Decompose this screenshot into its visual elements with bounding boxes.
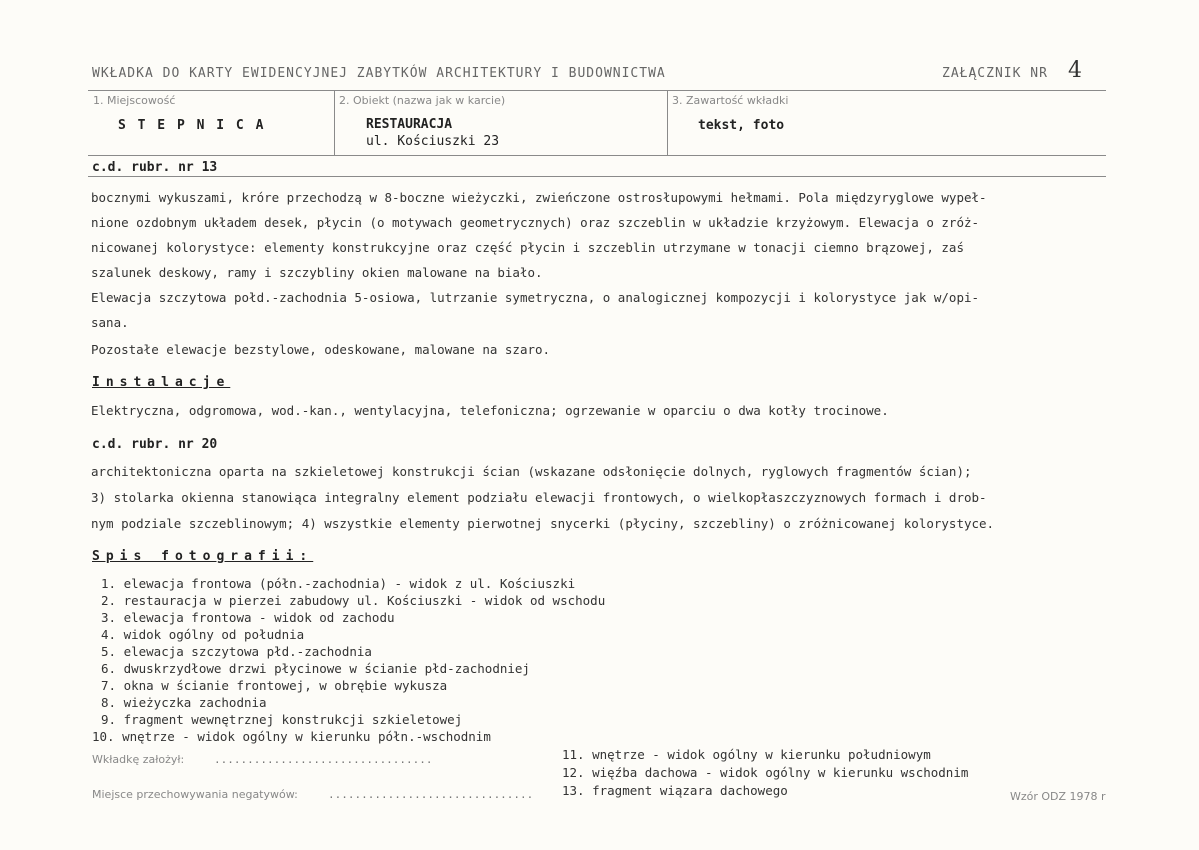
section1-line-1: bocznymi wykuszami, króre przechodzą w 8-boczne wieżyczki, zwieńczone ostrosłupowymi hełmami. Pola międzyryglowe wypeł- [91,190,987,205]
annex-number: 4 [1068,58,1082,83]
template-note: Wzór ODZ 1978 r [1010,790,1106,803]
author-dotted-line: ................................. [214,753,433,766]
content-label: 3. Zawartość wkładki [672,94,789,107]
section1-line-2: nione ozdobnym układem desek, płycin (o motywach geometrycznych) oraz szczeblin w układzie krzyżowym. Elewacja o zróż- [91,215,980,230]
field-divider-2 [667,90,668,155]
photos-heading: Spis fotografii: [92,549,314,564]
photo-item-11: 11. wnętrze - widok ogólny w kierunku południowym [562,747,931,762]
photo-item-6: 6. dwuskrzydłowe drzwi płycinowe w ścianie płd-zachodniej [101,661,530,676]
section1-heading: c.d. rubr. nr 13 [92,160,218,175]
annex-label: ZAŁĄCZNIK NR [942,66,1048,81]
section1-rule [88,176,1106,177]
section1-line-5: Elewacja szczytowa połd.-zachodnia 5-osiowa, lutrzanie symetryczna, o analogicznej kompozycji i kolorystyce jak w/opi- [91,290,980,305]
section2-line-1: architektoniczna oparta na szkieletowej konstrukcji ścian (wskazane odsłonięcie dolnych, ryglowych fragmentów ścian); [91,464,972,479]
photo-item-9: 9. fragment wewnętrznej konstrukcji szkieletowej [101,712,463,727]
author-label: Wkładkę założył: [92,753,185,766]
locality-label: 1. Miejscowość [93,94,176,107]
object-value-name: RESTAURACJA [366,117,453,132]
photo-item-12: 12. więźba dachowa - widok ogólny w kierunku wschodnim [562,765,969,780]
object-value-address: ul. Kościuszki 23 [366,134,500,149]
photo-item-8: 8. wieżyczka zachodnia [101,695,267,710]
field-divider-1 [334,90,335,155]
locality-value: S T E P N I C A [118,118,266,133]
storage-dotted-line: ............................... [328,788,534,801]
section1-line-3: nicowanej kolorystyce: elementy konstrukcyjne oraz część płycin i szczeblin utrzymane w tonacji ciemno brązowej, zaś [91,240,964,255]
photo-item-7: 7. okna w ścianie frontowej, w obrębie wykusza [101,678,448,693]
section1-line-4: szalunek deskowy, ramy i szczybliny okien malowane na biało. [91,265,543,280]
storage-label: Miejsce przechowywania negatywów: [92,788,298,801]
installations-heading: Instalacje [92,375,231,390]
content-value: tekst, foto [698,118,785,133]
header-top-rule [88,90,1106,91]
form-title: WKŁADKA DO KARTY EWIDENCYJNEJ ZABYTKÓW ARCHITEKTURY I BUDOWNICTWA [92,66,666,81]
photo-item-4: 4. widok ogólny od południa [101,627,305,642]
header-bottom-rule [88,155,1106,156]
photo-item-1: 1. elewacja frontowa (półn.-zachodnia) - widok z ul. Kościuszki [101,576,576,591]
photo-item-3: 3. elewacja frontowa - widok od zachodu [101,610,395,625]
photo-item-5: 5. elewacja szczytowa płd.-zachodnia [101,644,372,659]
section2-heading: c.d. rubr. nr 20 [92,437,218,452]
photo-item-2: 2. restauracja w pierzei zabudowy ul. Kościuszki - widok od wschodu [101,593,606,608]
installations-text: Elektryczna, odgromowa, wod.-kan., wentylacyjna, telefoniczna; ogrzewanie w oparciu o dwa kotły trocinowe. [91,403,889,418]
object-label: 2. Obiekt (nazwa jak w karcie) [339,94,506,107]
photo-item-10: 10. wnętrze - widok ogólny w kierunku półn.-wschodnim [92,729,491,744]
section1-line-7: Pozostałe elewacje bezstylowe, odeskowane, malowane na szaro. [91,342,551,357]
section2-line-3: nym podziale szczeblinowym; 4) wszystkie elementy pierwotnej snycerki (płyciny, szczebliny) o zróżnicowanej kolorystyce. [91,516,995,531]
section2-line-2: 3) stolarka okienna stanowiąca integralny element podziału elewacji frontowych, o wielkopłaszczyznowych formach i drob- [91,490,987,505]
photo-item-13: 13. fragment wiązara dachowego [562,783,788,798]
section1-line-6: sana. [91,315,129,330]
